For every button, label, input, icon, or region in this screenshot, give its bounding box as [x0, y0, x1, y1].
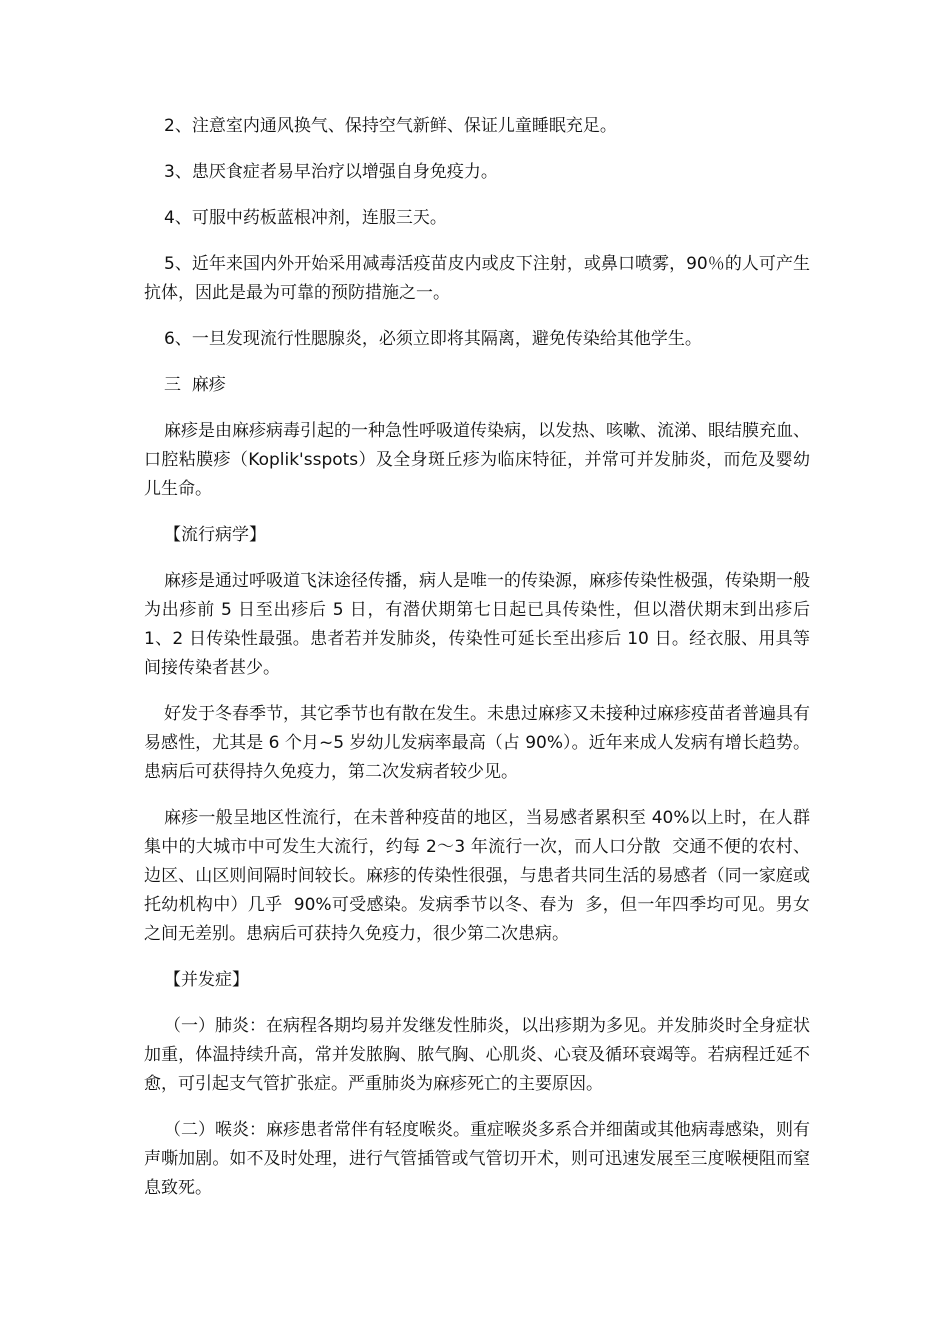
- paragraph-prevention-3: 3、患厌食症者易早治疗以增强自身免疫力。: [164, 162, 498, 182]
- paragraph-prevention-2: 2、注意室内通风换气、保持空气新鲜、保证儿童睡眠充足。: [164, 116, 617, 136]
- paragraph-measles-intro: 麻疹是由麻疹病毒引起的一种急性呼吸道传染病，以发热、咳嗽、流涕、眼结膜充血、口腔粘膜疹（Koplik'sspots）及全身斑丘疹为临床特征，并常可并发肺炎，而危及婴幼儿生命。: [144, 421, 810, 499]
- subheading-epidemiology: 【流行病学】: [164, 525, 266, 545]
- paragraph-laryngitis: （二）喉炎：麻疹患者常伴有轻度喉炎。重症喉炎多系合并细菌或其他病毒感染，则有声嘶加剧。如不及时处理，进行气管插管或气管切开术，则可迅速发展至三度喉梗阻而窒息致死。: [144, 1120, 810, 1198]
- paragraph-epidemic-pattern: 麻疹一般呈地区性流行，在未普种疫苗的地区，当易感者累积至 40%以上时，在人群集中的大城市中可发生大流行，约每 2～3 年流行一次，而人口分散 交通不便的农村、边区、山区则间隔时间较长。麻疹的传染性很强，与患者共同生活的易感者（同一家庭或托幼机构中）几乎 90%可受感染。发病季节以冬、春为 多，但一年四季均可见。男女之间无差别。患病后可获持久免疫力，很少第二次患病。: [144, 808, 810, 944]
- paragraph-prevention-4: 4、可服中药板蓝根冲剂，连服三天。: [164, 208, 447, 228]
- paragraph-prevention-6: 6、一旦发现流行性腮腺炎，必须立即将其隔离，避免传染给其他学生。: [164, 329, 702, 349]
- section-heading-measles: 三 麻疹: [164, 375, 226, 395]
- paragraph-prevention-5: 5、近年来国内外开始采用减毒活疫苗皮内或皮下注射，或鼻口喷雾，90％的人可产生抗体，因此是最为可靠的预防措施之一。: [144, 254, 810, 303]
- document-page: [144, 112, 816, 1220]
- subheading-complications: 【并发症】: [164, 970, 249, 990]
- paragraph-transmission: 麻疹是通过呼吸道飞沫途径传播，病人是唯一的传染源，麻疹传染性极强，传染期一般为出疹前 5 日至出疹后 5 日，有潜伏期第七日起已具传染性，但以潜伏期末到出疹后 1、2 日传染性最强。患者若并发肺炎，传染性可延长至出疹后 10 日。经衣服、用具等间接传染者甚少。: [144, 571, 816, 678]
- paragraph-seasonality: 好发于冬春季节，其它季节也有散在发生。未患过麻疹又未接种过麻疹疫苗者普遍具有易感性，尤其是 6 个月~5 岁幼儿发病率最高（占 90%）。近年来成人发病有增长趋势。患病后可获得持久免疫力，第二次发病者较少见。: [144, 704, 810, 782]
- paragraph-pneumonia: （一）肺炎：在病程各期均易并发继发性肺炎，以出疹期为多见。并发肺炎时全身症状加重，体温持续升高，常并发脓胸、脓气胸、心肌炎、心衰及循环衰竭等。若病程迁延不愈，可引起支气管扩张症。严重肺炎为麻疹死亡的主要原因。: [144, 1016, 810, 1094]
